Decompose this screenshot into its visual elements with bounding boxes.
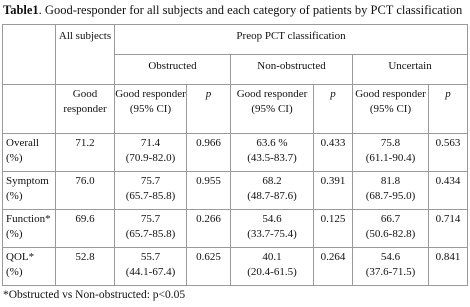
value-cell: 81.8 (68.7-95.0) [353,172,429,210]
row-label: QOL* (%) [3,248,56,286]
good-responder-ci-header: Good responder (95% CI) [231,85,314,134]
p-value-cell: 0.264 [314,248,353,286]
value-cell: 54.6 (37.6-71.5) [353,248,429,286]
p-value-header: p [314,85,353,134]
corner-cell [3,25,56,85]
table-caption [3,2,468,18]
row-label: Symptom (%) [3,172,56,210]
table-row [3,172,468,210]
group-header-obstructed: Obstructed [115,55,231,85]
group-header-uncertain: Uncertain [353,55,468,85]
table-row [3,134,468,172]
p-value-cell: 0.563 [429,134,468,172]
value-cell: 63.6 % (43.5-83.7) [231,134,314,172]
value-cell: 75.8 (61.1-90.4) [353,134,429,172]
p-value-cell: 0.625 [187,248,231,286]
results-table [2,24,468,286]
all-subjects-value: 52.8 [56,248,115,286]
row-label: Function* (%) [3,210,56,248]
p-value-cell: 0.391 [314,172,353,210]
table-label: Table1 [3,3,39,17]
p-value-header: p [429,85,468,134]
value-cell: 55.7 (44.1-67.4) [115,248,187,286]
value-cell: 75.7 (65.7-85.8) [115,210,187,248]
row-label: Overall (%) [3,134,56,172]
p-value-cell: 0.714 [429,210,468,248]
p-value-cell: 0.266 [187,210,231,248]
good-responder-ci-header: Good responder (95% CI) [353,85,429,134]
all-subjects-value: 69.6 [56,210,115,248]
value-cell: 54.6 (33.7-75.4) [231,210,314,248]
all-subjects-header: All subjects [56,25,115,85]
all-subjects-value: 71.2 [56,134,115,172]
p-value-cell: 0.434 [429,172,468,210]
p-value-cell: 0.955 [187,172,231,210]
good-responder-ci-header: Good responder (95% CI) [115,85,187,134]
p-value-header: p [187,85,231,134]
value-cell: 75.7 (65.7-85.8) [115,172,187,210]
value-cell: 71.4 (70.9-82.0) [115,134,187,172]
value-cell: 40.1 (20.4-61.5) [231,248,314,286]
value-cell: 66.7 (50.6-82.8) [353,210,429,248]
preop-pct-header: Preop PCT classification [115,25,468,55]
good-responder-header: Good responder [56,85,115,134]
blank-header-cell [3,85,56,134]
table-footnote: *Obstructed vs Non-obstructed: p<0.05 [3,289,186,301]
all-subjects-value: 76.0 [56,172,115,210]
p-value-cell: 0.433 [314,134,353,172]
header-row-3 [3,85,468,134]
p-value-cell: 0.841 [429,248,468,286]
header-row-1 [3,25,468,55]
table-row [3,248,468,286]
table-row [3,210,468,248]
p-value-cell: 0.966 [187,134,231,172]
p-value-cell: 0.125 [314,210,353,248]
table-title: . Good-responder for all subjects and each category of patients by PCT classification [38,3,463,17]
value-cell: 68.2 (48.7-87.6) [231,172,314,210]
group-header-non-obstructed: Non-obstructed [231,55,353,85]
